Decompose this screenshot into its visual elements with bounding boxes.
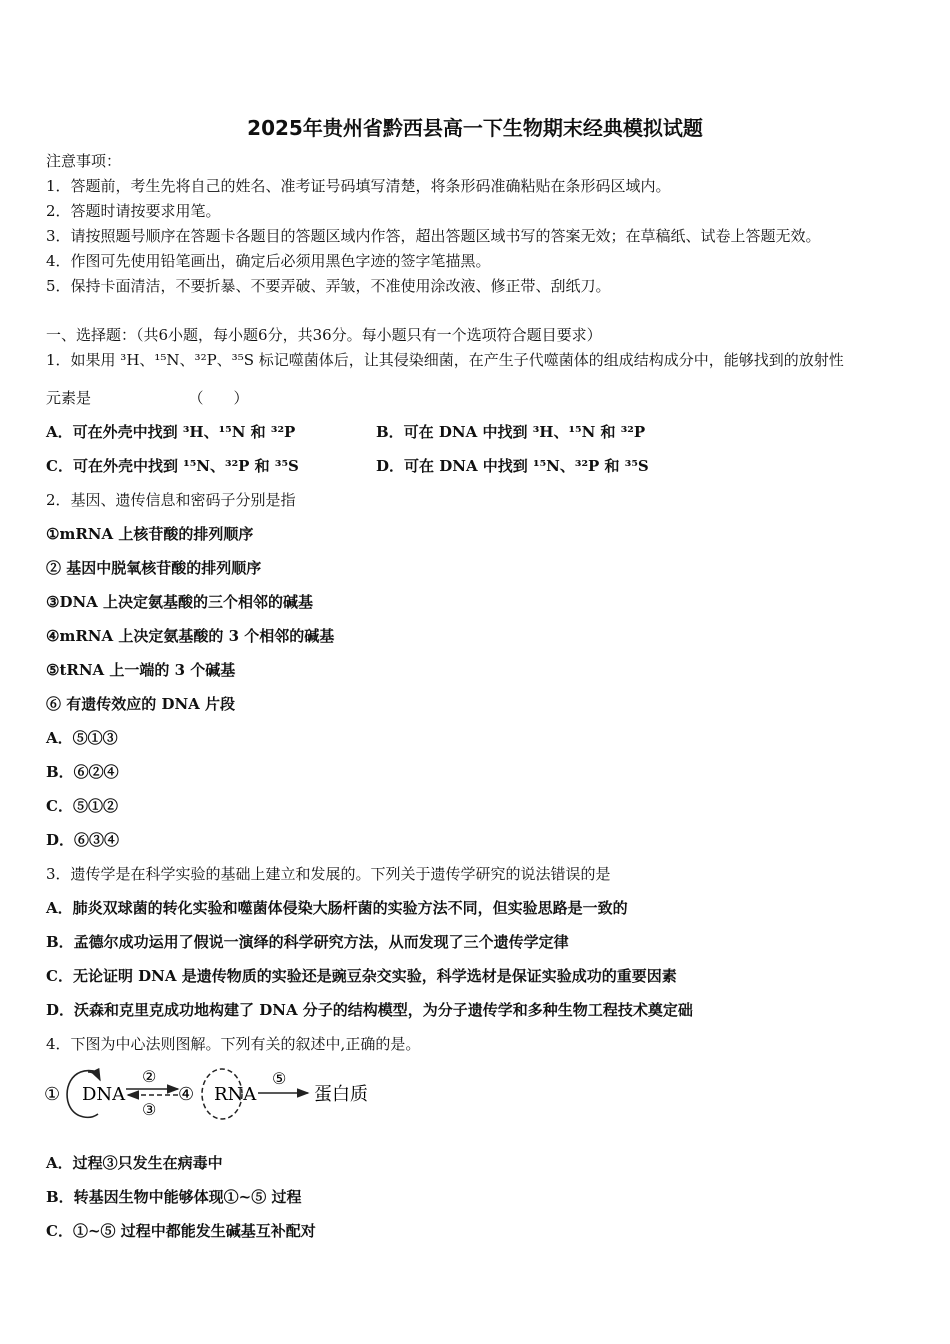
- q4-option-a: A．过程③只发生在病毒中: [46, 1154, 223, 1172]
- q2-item: ⑥ 有遗传效应的 DNA 片段: [46, 695, 236, 713]
- q4-stem: 4．下图为中心法则图解。下列有关的叙述中,正确的是。: [46, 1035, 421, 1053]
- label-2: ②: [142, 1067, 157, 1086]
- q1-stem: 1．如果用 ³H、¹⁵N、³²P、³⁵S 标记噬菌体后，让其侵染细菌，在产生子代噬菌体的组成结构成分中，能够找到的放射性: [46, 351, 844, 369]
- note-item: 3．请按照题号顺序在答题卡各题目的答题区域内作答，超出答题区域书写的答案无效；在草稿纸、试卷上答题无效。: [46, 227, 821, 245]
- label-5: ⑤: [272, 1069, 287, 1088]
- q2-item: ④mRNA 上决定氨基酸的 3 个相邻的碱基: [46, 627, 335, 645]
- page-title: 2025年贵州省黔西县高一下生物期末经典模拟试题: [247, 116, 703, 140]
- section-heading: 一、选择题：（共6小题，每小题6分，共36分。每小题只有一个选项符合题目要求）: [46, 326, 602, 344]
- note-item: 1．答题前，考生先将自己的姓名、准考证号码填写清楚，将条形码准确粘贴在条形码区域内。: [46, 177, 671, 195]
- q3-option-d: D．沃森和克里克成功地构建了 DNA 分子的结构模型，为分子遗传学和多种生物工程技术奠定础: [46, 1001, 693, 1019]
- q2-stem: 2．基因、遗传信息和密码子分别是指: [46, 491, 296, 509]
- rna-label: RNA: [214, 1084, 257, 1105]
- label-1: ①: [44, 1084, 61, 1105]
- q2-option-d: D．⑥③④: [46, 831, 120, 849]
- q1-stem-cont: 元素是 （ ）: [46, 389, 249, 407]
- q2-item: ⑤tRNA 上一端的 3 个碱基: [46, 661, 236, 679]
- q2-item: ② 基因中脱氧核苷酸的排列顺序: [46, 559, 262, 577]
- replication-arrowhead: [88, 1072, 100, 1080]
- q2-item: ③DNA 上决定氨基酸的三个相邻的碱基: [46, 593, 314, 611]
- q1-option-a: A．可在外壳中找到 ³H、¹⁵N 和 ³²P: [46, 423, 296, 441]
- q2-option-c: C．⑤①②: [46, 797, 118, 815]
- note-item: 5．保持卡面清洁，不要折暴、不要弄破、弄皱，不准使用涂改液、修正带、刮纸刀。: [46, 277, 611, 295]
- q3-option-a: A．肺炎双球菌的转化实验和噬菌体侵染大肠杆菌的实验方法不同，但实验思路是一致的: [46, 899, 628, 917]
- protein-label: 蛋白质: [314, 1084, 368, 1105]
- q4-option-b: B．转基因生物中能够体现①~⑤ 过程: [46, 1188, 302, 1206]
- q3-stem: 3．遗传学是在科学实验的基础上建立和发展的。下列关于遗传学研究的说法错误的是: [46, 865, 611, 883]
- q1-option-b: B．可在 DNA 中找到 ³H、¹⁵N 和 ³²P: [376, 423, 646, 441]
- central-dogma-diagram: [40, 1062, 400, 1132]
- notes-heading: 注意事项：: [46, 152, 122, 170]
- note-item: 2．答题时请按要求用笔。: [46, 202, 221, 220]
- q2-option-b: B．⑥②④: [46, 763, 119, 781]
- note-item: 4．作图可先使用铅笔画出，确定后必须用黑色字迹的签字笔描黑。: [46, 252, 491, 270]
- q1-option-c: C．可在外壳中找到 ¹⁵N、³²P 和 ³⁵S: [46, 457, 299, 475]
- q1-option-d: D．可在 DNA 中找到 ¹⁵N、³²P 和 ³⁵S: [376, 457, 649, 475]
- dna-label: DNA: [82, 1084, 126, 1105]
- q2-option-a: A．⑤①③: [46, 729, 118, 747]
- label-4: ④: [178, 1084, 195, 1105]
- q3-option-c: C．无论证明 DNA 是遗传物质的实验还是豌豆杂交实验，科学选材是保证实验成功的重要因素: [46, 967, 677, 985]
- q3-option-b: B．孟德尔成功运用了假说一演绎的科学研究方法，从而发现了三个遗传学定律: [46, 933, 569, 951]
- q4-option-c: C．①~⑤ 过程中都能发生碱基互补配对: [46, 1222, 316, 1240]
- q2-item: ①mRNA 上核苷酸的排列顺序: [46, 525, 254, 543]
- label-3: ③: [142, 1100, 157, 1119]
